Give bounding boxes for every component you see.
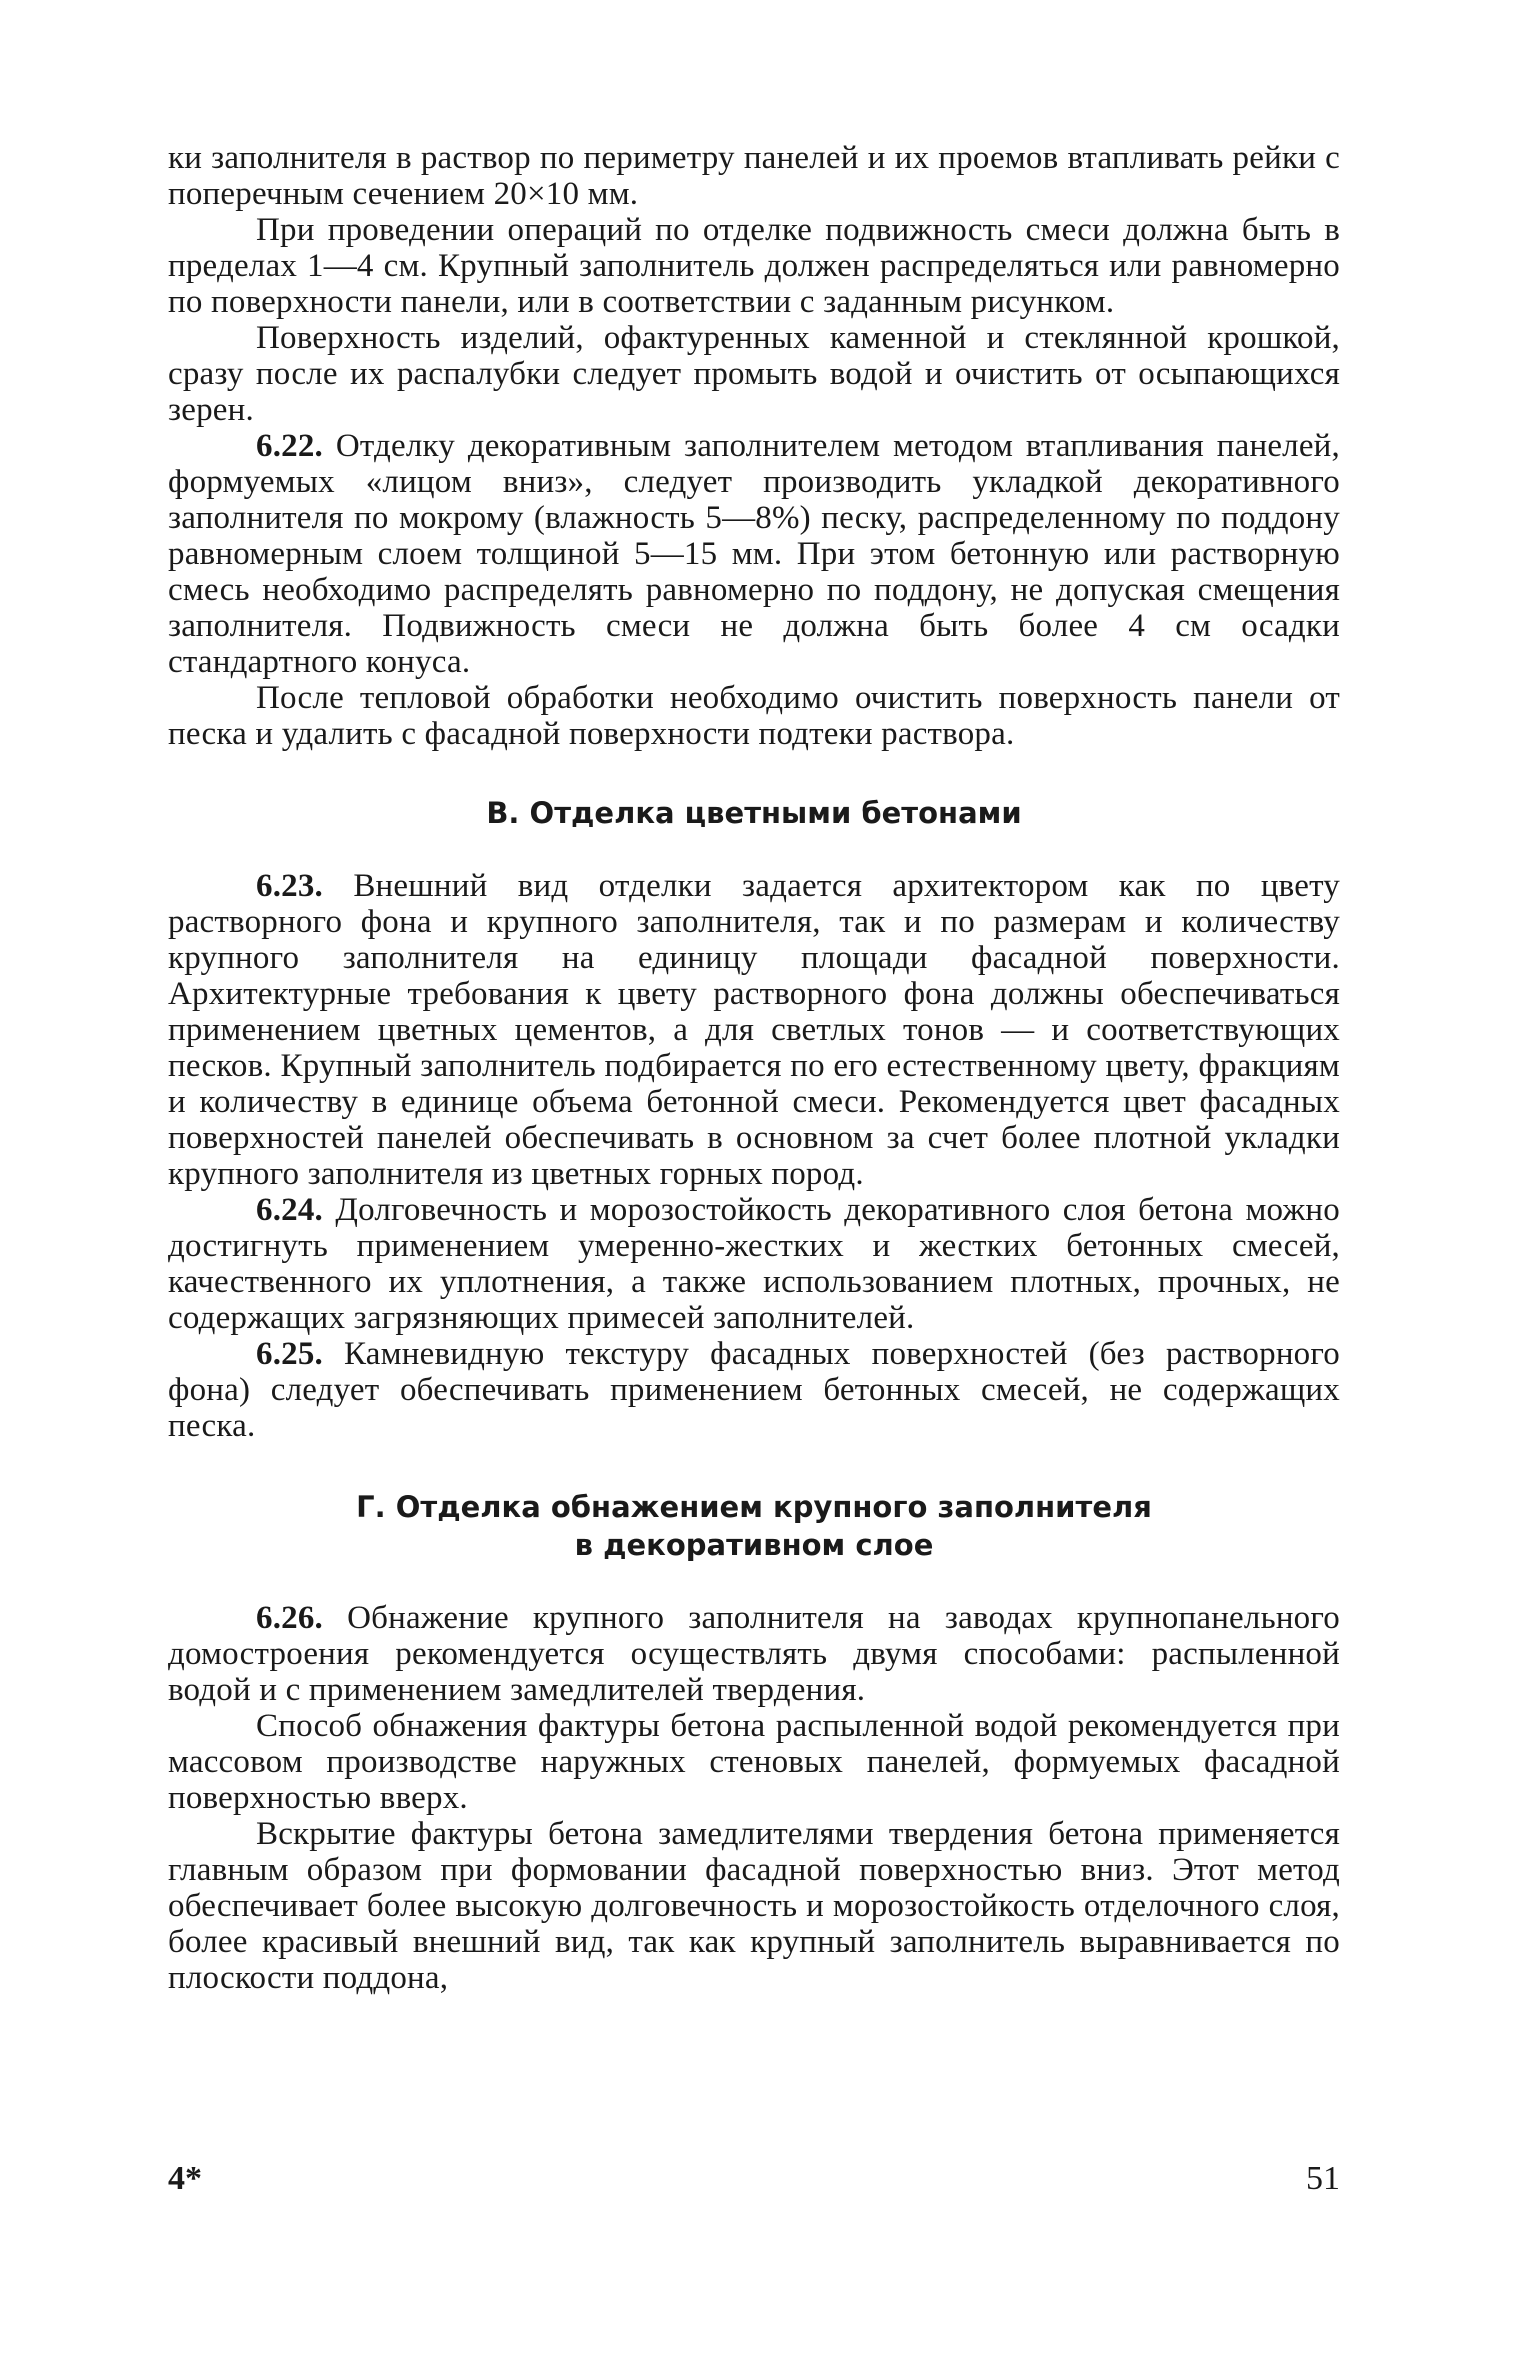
section-v-paragraphs <box>168 868 1340 1444</box>
paragraph <box>168 680 1340 752</box>
clause-number: 6.22. <box>256 428 323 464</box>
paragraph-6-22 <box>168 428 1340 680</box>
paragraph <box>168 1708 1340 1816</box>
section-heading-text-line1: Г. Отделка обнажением крупного заполнителя <box>356 1490 1152 1524</box>
section-g-paragraphs <box>168 1600 1340 1996</box>
clause-number: 6.25. <box>256 1336 323 1372</box>
page-number: 51 <box>1306 2160 1340 2197</box>
paragraph-text: Долговечность и морозостойкость декоративного слоя бетона можно достигнуть применением умеренно-жестких и жестких бетонных смесей, качественного их уплотнения, а также использованием плотных, прочных, не содержащих загрязняющих примесей заполнителей. <box>168 1192 1340 1336</box>
section-heading-text-line2: в декоративном слое <box>574 1528 934 1562</box>
paragraph-text: Камневидную текстуру фасадных поверхностей (без растворного фона) следует обеспечивать применением бетонных смесей, не содержащих песка. <box>168 1336 1340 1444</box>
paragraph <box>168 140 1340 212</box>
clause-number: 6.23. <box>256 868 323 904</box>
paragraph-6-24 <box>168 1192 1340 1336</box>
paragraph-text: Способ обнажения фактуры бетона распыленной водой рекомендуется при массовом производстве наружных стеновых панелей, формуемых фасадной поверхностью вверх. <box>168 1708 1340 1816</box>
paragraph-6-25 <box>168 1336 1340 1444</box>
section-heading-g <box>168 1488 1340 1564</box>
paragraph-6-26 <box>168 1600 1340 1708</box>
top-paragraphs <box>168 140 1340 752</box>
paragraph <box>168 320 1340 428</box>
paragraph <box>168 1816 1340 1996</box>
clause-number: 6.24. <box>256 1192 323 1228</box>
paragraph-text: Внешний вид отделки задается архитектором как по цвету растворного фона и крупного заполнителя, так и по размерам и количеству крупного заполнителя на единицу площади фасадной поверхности. Архитектурные требования к цвету растворного фона должны обеспечиваться применением цветных цементов, а для светлых тонов — и соответствующих песков. Крупный заполнитель подбирается по его естественному цвету, фракциям и количеству в единице объема бетонной смеси. Рекомендуется цвет фасадных поверхностей панелей обеспечивать в основном за счет более плотной укладки крупного заполнителя из цветных горных пород. <box>168 868 1340 1192</box>
paragraph-text: Поверхность изделий, офактуренных каменной и стеклянной крошкой, сразу после их распалубки следует промыть водой и очистить от осыпающихся зерен. <box>168 320 1340 428</box>
paragraph-6-23 <box>168 868 1340 1192</box>
paragraph-text: Обнажение крупного заполнителя на заводах крупнопанельного домостроения рекомендуется осуществлять двумя способами: распыленной водой и с применением замедлителей твердения. <box>168 1600 1340 1708</box>
paragraph-text: ки заполнителя в раствор по периметру панелей и их проемов втапливать рейки с поперечным сечением 20×10 мм. <box>168 140 1340 212</box>
paragraph <box>168 212 1340 320</box>
paragraph-text: При проведении операций по отделке подвижность смеси должна быть в пределах 1—4 см. Крупный заполнитель должен распределяться или равномерно по поверхности панели, или в соответствии с заданным рисунком. <box>168 212 1340 320</box>
section-heading-text: В. Отделка цветными бетонами <box>486 796 1022 830</box>
paragraph-text: Отделку декоративным заполнителем методом втапливания панелей, формуемых «лицом вниз», следует производить укладкой декоративного заполнителя по мокрому (влажность 5—8%) песку, распределенному по поддону равномерным слоем толщиной 5—15 мм. При этом бетонную или растворную смесь необходимо распределять равномерно по поддону, не допуская смещения заполнителя. Подвижность смеси не должна быть более 4 см осадки стандартного конуса. <box>168 428 1340 680</box>
paragraph-text: Вскрытие фактуры бетона замедлителями твердения бетона применяется главным образом при формовании фасадной поверхностью вниз. Этот метод обеспечивает более высокую долговечность и морозостойкость отделочного слоя, более красивый внешний вид, так как крупный заполнитель выравнивается по плоскости поддона, <box>168 1816 1340 1996</box>
clause-number: 6.26. <box>256 1600 323 1636</box>
page-body <box>168 140 1340 1996</box>
section-heading-v <box>168 794 1340 832</box>
paragraph-text: После тепловой обработки необходимо очистить поверхность панели от песка и удалить с фасадной поверхности подтеки раствора. <box>168 680 1340 752</box>
signature-mark: 4* <box>168 2160 202 2197</box>
